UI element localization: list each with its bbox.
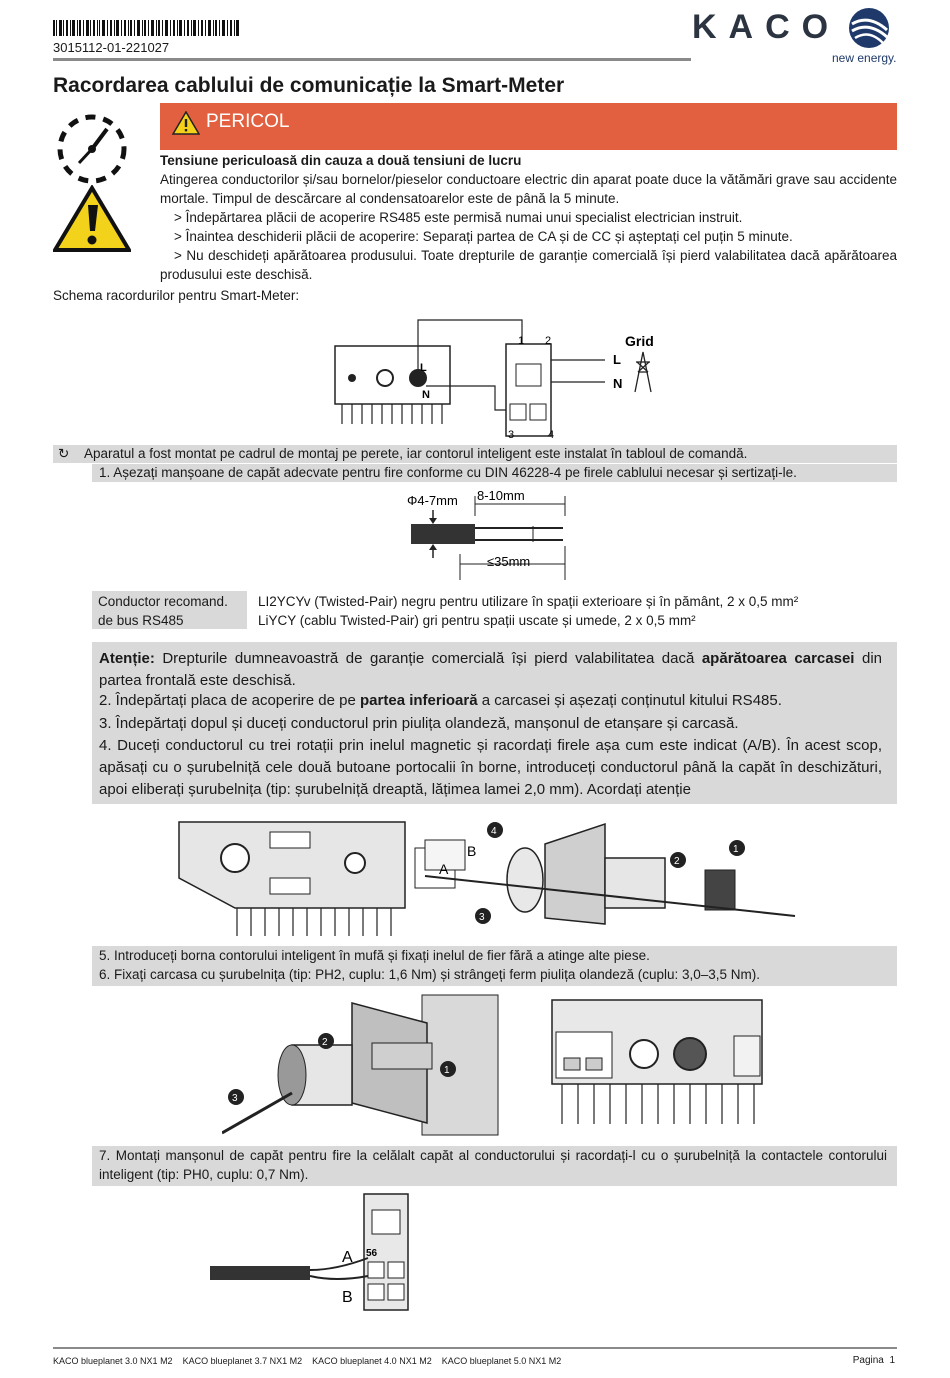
logo-tagline: new energy. [832,51,897,65]
wire-a-label: A [439,861,449,877]
strip-length-label: 8-10mm [477,488,525,503]
grid-label: Grid [625,333,654,349]
grid-n-label: N [613,376,623,391]
step-2 [99,690,882,712]
danger-heading: Tensiune periculoasă din cauza a două tensiuni de lucru [160,153,522,168]
barcode [53,20,239,36]
meter-wire-b-label: B [342,1289,353,1306]
wire-b-label: B [467,843,477,859]
diameter-label: Φ4-7mm [407,493,458,508]
rs485-connection-diagram [175,818,803,940]
meter-plug-diagram [222,993,500,1139]
precondition-text: Aparatul a fost montat pe cadrul de montaj pe perete, iar contorul inteligent este instalat în tabloul de comandă. [84,446,748,461]
step-2-b: a carcasei și așezați conținutul kitului RS485. [477,692,782,709]
schema-label: Schema racordurilor pentru Smart-Meter: [53,288,300,303]
terminal-4-label: 4 [548,429,555,441]
step-6: 6. Fixați carcasa cu șurubelnița (tip: PH2, cuplu: 1,6 Nm) și strângeți ferm piulița olandeză (cuplu: 3,0–3,5 Nm). [99,967,761,982]
callout-1: 1 [733,844,739,855]
header-divider [53,58,691,61]
attention-text-a: Drepturile dumneavoastră de garanție comercială își pierd valabilitatea dacă [154,650,702,667]
meter-terminal-diagram [206,1192,416,1312]
step-3: 3. Îndepărtați dopul și duceți conductorul prin piulița olandeză, manșonul de etanșare și carcasă. [99,715,739,732]
inverter-l-label: L [420,362,427,374]
kaco-logo-icon [843,6,895,50]
step-5: 5. Introduceți borna contorului inteligent în mufă și fixați inelul de fier fără a atinge alte piese. [99,948,650,963]
inverter-bottom-diagram [548,996,768,1130]
attention-bold: apărătoarea carcasei [701,650,855,667]
cable-strip-diagram [405,486,575,584]
attention-text-b: din partea frontală este deschisă. [99,650,882,689]
callout-2: 2 [674,856,680,867]
precondition-icon: ↻ [58,446,70,461]
callout-3: 3 [479,912,485,923]
attention-paragraph [99,648,882,692]
danger-body: Atingerea conductorilor și/sau bornelor/pieselor conductoare electric din aparat poate duce la vătămări grave sau accidente mortale. Timpul de descărcare al condensatoarelor este de până la 5 minute. [160,172,897,206]
step-7: 7. Montați manșonul de capăt pentru fire la celălalt capăt al conductorului și racordați-l cu o șurubelniță la contactele contorului inteligent (tip: PH0, cuplu: 0,7 Nm). [99,1148,887,1182]
terminal-56-label: 56 [366,1248,378,1259]
callout-4: 4 [491,826,497,837]
attention-label: Atenție: [99,650,155,667]
terminal-3-label: 3 [508,429,515,441]
warning-triangle-icon [172,111,200,135]
discharge-time-icon [55,113,129,185]
smart-meter-wiring-diagram [330,316,670,444]
cable-option-2: LiYCY (cablu Twisted-Pair) gri pentru spații uscate și umede, 2 x 0,5 mm² [258,613,696,628]
footer-page [853,1355,895,1366]
page-label: Pagina [852,1355,884,1366]
terminal-2-label: 2 [545,335,552,347]
callout-2b: 2 [322,1037,328,1048]
cable-option-1: LI2YCYv (Twisted-Pair) negru pentru utilizare în spații exterioare și în pământ, 2 x 0,5 mm² [258,594,799,609]
danger-step-1: > Îndepărtarea plăcii de acoperire RS485 este permisă numai unui specialist electrician instruit. [174,210,743,225]
danger-step-2: > Înaintea deschiderii plăcii de acoperire: Separați partea de CA și de CC și așteptați cel puțin 5 minute. [174,229,793,244]
callout-1b: 1 [444,1065,450,1076]
footer-divider [53,1347,897,1349]
terminal-1-label: 1 [518,335,525,347]
page-number: 1 [889,1355,895,1366]
step-1: 1. Așezați manșoane de capăt adecvate pentru fire conforme cu DIN 46228-4 pe firele cablului necesar și sertizați-le. [99,465,797,480]
inverter-n-label: N [422,389,430,401]
footer-models: KACO blueplanet 3.0 NX1 M2 KACO blueplanet 3.7 NX1 M2 KACO blueplanet 4.0 NX1 M2 KACO blueplanet 5.0 NX1 M2 [53,1356,562,1366]
meter-wire-a-label: A [342,1249,353,1266]
danger-step-3: > Nu deschideți apărătoarea produsului. Toate drepturile de garanție comercială își pierd valabilitatea dacă apărătoarea produsului este deschisă. [160,248,897,282]
document-number: 3015112-01-221027 [53,40,170,55]
step-2-a: 2. Îndepărtați placa de acoperire de pe [99,692,361,709]
electric-hazard-icon [53,185,131,253]
cable-table-header: Conductor recomand. de bus RS485 [92,591,247,629]
callout-3b: 3 [232,1093,238,1104]
kaco-logo: KACO [692,8,841,46]
danger-label: PERICOL [206,111,290,132]
page-title: Racordarea cablului de comunicație la Smart-Meter [53,74,565,97]
step-4: 4. Duceți conductorul cu trei rotații prin inelul magnetic și racordați firele așa cum este indicat (A/B). În acest scop, apăsați cu o șurubelniță cele două butoane portocalii în borne, introduceți conductorul până la capăt în deschizături, apoi eliberați șurubelnița (tip: șurubelniță dreaptă, lățimea lamei 2,0 mm). Acordați atenție [99,737,882,798]
step-2-bold: partea inferioară [360,692,478,709]
max-length-label: ≤35mm [487,554,531,569]
grid-l-label: L [613,352,621,367]
